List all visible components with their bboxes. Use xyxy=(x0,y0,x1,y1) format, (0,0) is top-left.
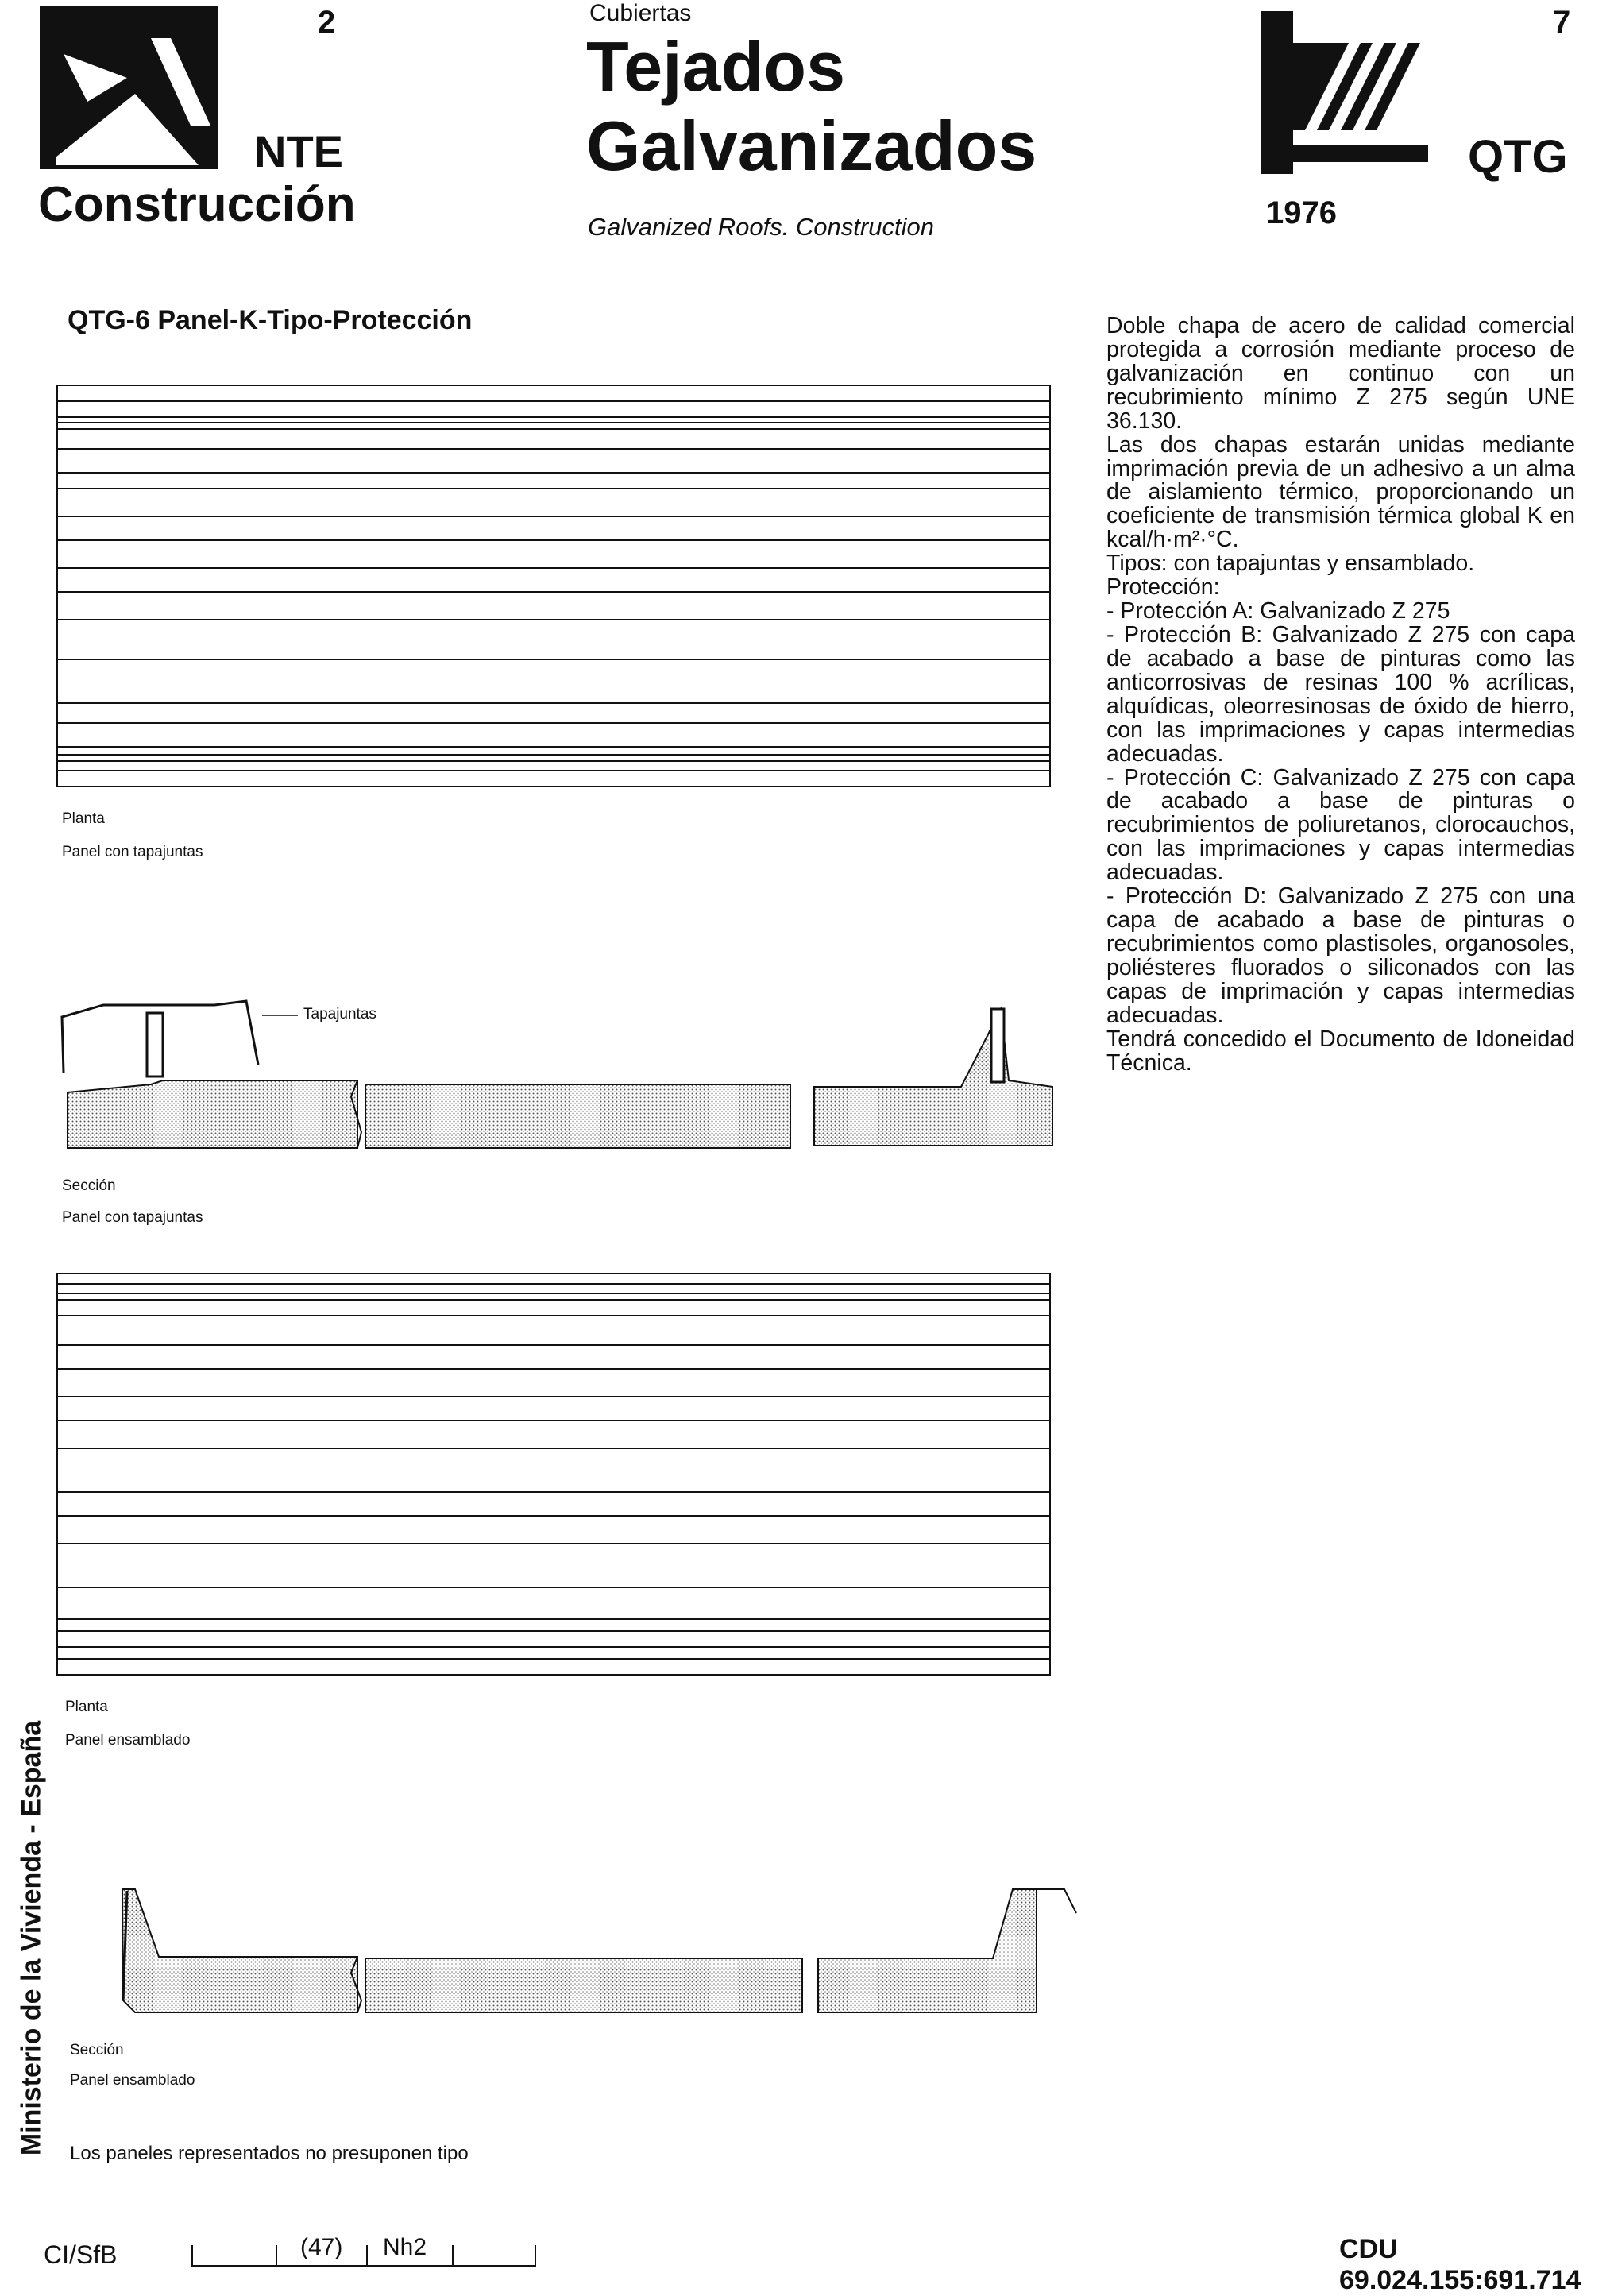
footnote: Los paneles representados no presuponen tipo xyxy=(70,2143,469,2164)
plan-drawing-ensamblado xyxy=(56,1270,1056,1683)
paragraph-7: - Protección C: Galvanizado Z 275 con capa de acabado a base de pinturas o recubrimientos de poliuretanos, clorocauchos, con las imprimaciones y capas intermedias adecuadas. xyxy=(1106,764,1575,886)
construccion-label: Construcción xyxy=(38,177,356,232)
caption-sec1-a: Sección xyxy=(62,1177,116,1194)
caption-plan2-b: Panel ensamblado xyxy=(65,1732,191,1749)
paragraph-5: - Protección A: Galvanizado Z 275 xyxy=(1106,598,1450,624)
paragraph-9: Tendrá concedido el Documento de Idoneidad Técnica. xyxy=(1106,1026,1575,1076)
right-page-number: 7 xyxy=(1553,5,1571,40)
qtg-code: QTG xyxy=(1468,131,1568,183)
caption-sec1-b: Panel con tapajuntas xyxy=(62,1209,203,1226)
left-page-number: 2 xyxy=(318,5,336,40)
category-label: Cubiertas xyxy=(589,0,692,26)
caption-sec2-a: Sección xyxy=(70,2042,124,2058)
caption-plan1-a: Planta xyxy=(62,810,105,827)
description-text xyxy=(1106,315,1575,1076)
caption-sec2-b: Panel ensamblado xyxy=(70,2072,195,2089)
section-drawing-ensamblado xyxy=(56,1881,1080,2024)
page-title-line1: Tejados xyxy=(586,27,846,106)
section-title: QTG-6 Panel-K-Tipo-Protección xyxy=(68,305,473,335)
page-title-line2: Galvanizados xyxy=(586,106,1037,185)
section-drawing-tapajuntas xyxy=(56,993,1072,1160)
cisfb-bracket xyxy=(191,2231,540,2269)
paragraph-2: Las dos chapas estarán unidas mediante imprimación previa de un adhesivo a un alma de aislamiento térmico, proporcionando un coeficiente de transmisión térmica global K en kcal/h·m²·°C. xyxy=(1106,431,1575,553)
paragraph-8: - Protección D: Galvanizado Z 275 con una capa de acabado a base de pinturas o recubrimientos como plastisoles, organosoles, poliésteres fluorados o siliconados con las capas de imprimación y capas intermedias adecuadas. xyxy=(1106,883,1575,1028)
caption-tapajuntas: Tapajuntas xyxy=(303,1006,376,1022)
caption-plan2-a: Planta xyxy=(65,1699,108,1715)
cisfb-code-1: (47) xyxy=(300,2234,343,2260)
plan-drawing-tapajuntas xyxy=(56,381,1056,794)
ministry-side-text: Ministerio de la Vivienda - España xyxy=(16,1720,47,2156)
nte-label: NTE xyxy=(254,126,343,176)
cdu-code: CDU 69.024.155:691.714 xyxy=(1339,2234,1581,2295)
cisfb-label: CI/SfB xyxy=(44,2240,118,2269)
caption-plan1-b: Panel con tapajuntas xyxy=(62,844,203,860)
qtg-logo xyxy=(1261,11,1432,174)
page-subtitle: Galvanized Roofs. Construction xyxy=(588,213,934,241)
paragraph-3: Tipos: con tapajuntas y ensamblado. xyxy=(1106,551,1475,577)
year-label: 1976 xyxy=(1266,195,1337,230)
paragraph-1: Doble chapa de acero de calidad comercial protegida a corrosión mediante proceso de galvanización en continuo con un recubrimiento mínimo Z 275 según UNE 36.130. xyxy=(1106,313,1575,434)
cisfb-code-2: Nh2 xyxy=(383,2234,427,2260)
nte-logo xyxy=(40,6,218,169)
paragraph-4: Protección: xyxy=(1106,574,1220,601)
paragraph-6: - Protección B: Galvanizado Z 275 con capa de acabado a base de pinturas como las anticorrosivas de resinas 100 % acrílicas, alquídicas, oleorresinosas de óxido de hierro, con las imprimaciones y capas intermedias adecuadas. xyxy=(1106,621,1575,767)
